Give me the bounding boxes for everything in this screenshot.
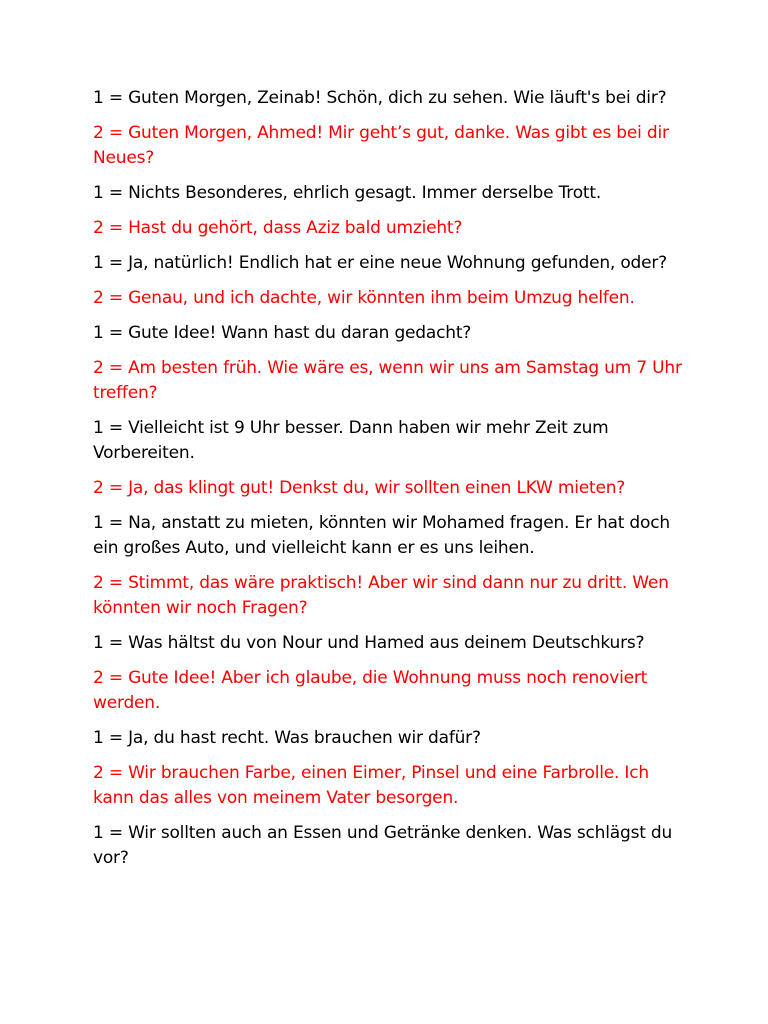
dialogue-line: 2 = Guten Morgen, Ahmed! Mir geht’s gut, danke. Was gibt es bei dir Neues? [93, 123, 669, 168]
dialogue-line: 2 = Stimmt, das wäre praktisch! Aber wir sind dann nur zu dritt. Wen könnten wir noch Fragen? [93, 573, 669, 618]
dialogue-line: 1 = Vielleicht ist 9 Uhr besser. Dann haben wir mehr Zeit zum Vorbereiten. [93, 418, 609, 463]
dialogue-line: 1 = Wir sollten auch an Essen und Getränke denken. Was schlägst du vor? [93, 823, 673, 868]
dialogue-line: 2 = Hast du gehört, dass Aziz bald umzieht? [93, 218, 463, 238]
dialogue-line: 2 = Wir brauchen Farbe, einen Eimer, Pinsel und eine Farbrolle. Ich kann das alles von meinem Vater besorgen. [93, 763, 649, 808]
dialogue-line: 1 = Na, anstatt zu mieten, könnten wir Mohamed fragen. Er hat doch ein großes Auto, und vielleicht kann er es uns leihen. [93, 513, 670, 558]
dialogue-line: 1 = Nichts Besonderes, ehrlich gesagt. Immer derselbe Trott. [93, 183, 602, 203]
dialogue-text [93, 86, 683, 881]
dialogue-line: 2 = Am besten früh. Wie wäre es, wenn wir uns am Samstag um 7 Uhr treffen? [93, 358, 682, 403]
dialogue-line: 1 = Was hältst du von Nour und Hamed aus deinem Deutschkurs? [93, 633, 645, 653]
dialogue-line: 1 = Gute Idee! Wann hast du daran gedacht? [93, 323, 472, 343]
dialogue-line: 1 = Guten Morgen, Zeinab! Schön, dich zu sehen. Wie läuft's bei dir? [93, 88, 667, 108]
dialogue-line: 1 = Ja, du hast recht. Was brauchen wir dafür? [93, 728, 481, 748]
dialogue-line: 2 = Gute Idee! Aber ich glaube, die Wohnung muss noch renoviert werden. [93, 668, 648, 713]
dialogue-line: 2 = Genau, und ich dachte, wir könnten ihm beim Umzug helfen. [93, 288, 635, 308]
dialogue-line: 2 = Ja, das klingt gut! Denkst du, wir sollten einen LKW mieten? [93, 478, 626, 498]
dialogue-line: 1 = Ja, natürlich! Endlich hat er eine neue Wohnung gefunden, oder? [93, 253, 667, 273]
